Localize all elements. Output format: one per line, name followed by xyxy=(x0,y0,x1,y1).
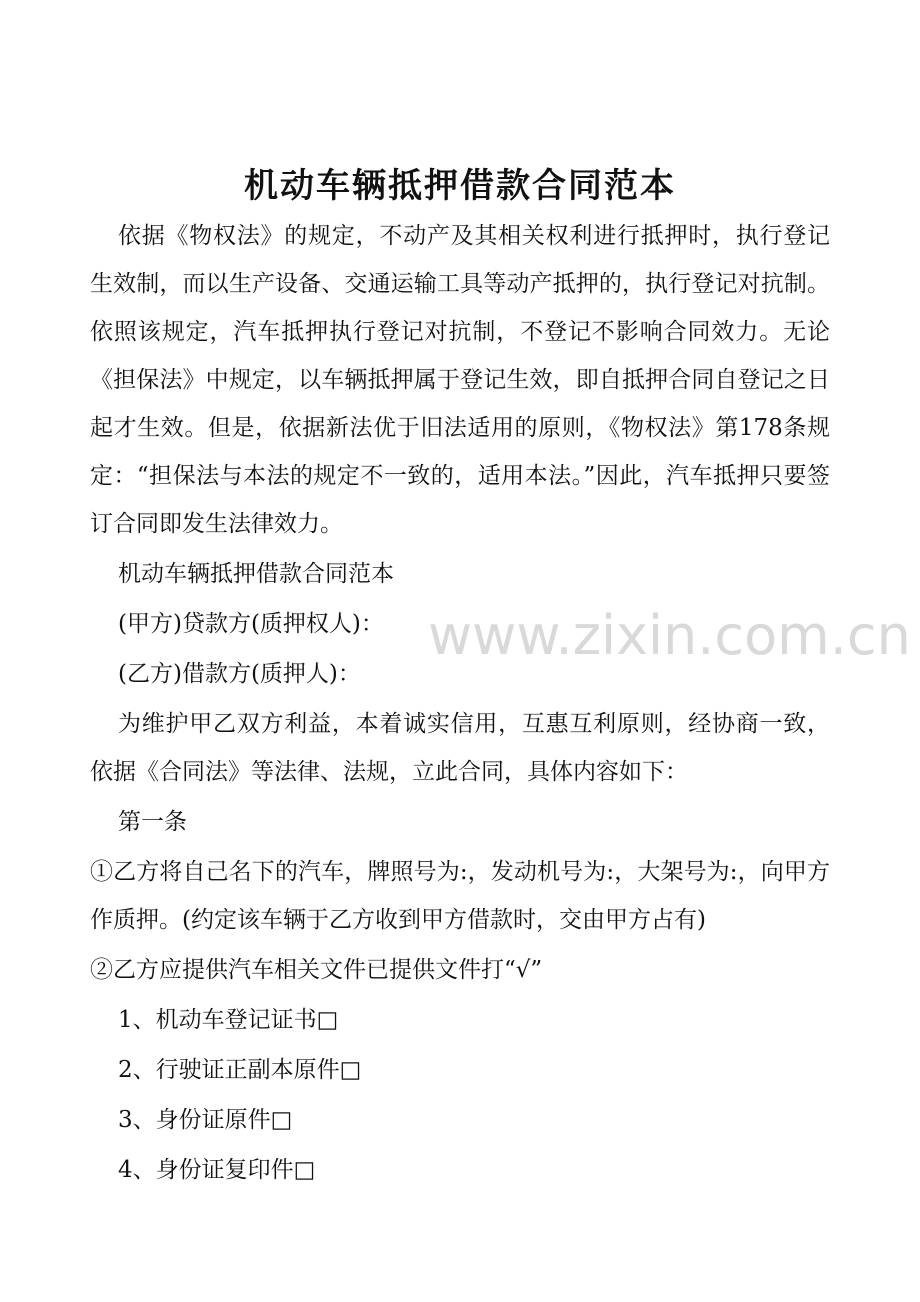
watermark-text: www.zixin.com.cn xyxy=(428,604,911,667)
party-b-line: (乙方)借款方(质押人)： xyxy=(118,661,361,687)
contract-subtitle: 机动车辆抵押借款合同范本 xyxy=(118,561,394,587)
document-body xyxy=(90,212,830,1196)
article-heading: 第一条 xyxy=(118,809,187,835)
intro-paragraph: 依据《物权法》的规定，不动产及其相关权利进行抵押时，执行登记生效制，而以生产设备、交通运输工具等动产抵押的，执行登记对抗制。依照该规定，汽车抵押执行登记对抗制，不登记不影响合同效力。无论《担保法》中规定，以车辆抵押属于登记生效，即自抵押合同自登记之日起才生效。但是，依据新法优于旧法适用的原则，《物权法》第178条规定：“担保法与本法的规定不一致的，适用本法。”因此，汽车抵押只要签订合同即发生法律效力。 xyxy=(90,223,830,537)
preamble-paragraph: 为维护甲乙双方利益，本着诚实信用，互惠互利原则，经协商一致，依据《合同法》等法律、法规，立此合同，具体内容如下： xyxy=(90,711,830,785)
document-title: 机动车辆抵押借款合同范本 xyxy=(244,166,676,206)
clause-1: ①乙方将自己名下的汽车，牌照号为:，发动机号为:，大架号为:，向甲方作质押。(约定该车辆于乙方收到甲方借款时，交由甲方占有) xyxy=(90,859,830,933)
clause-2: ②乙方应提供汽车相关文件已提供文件打“√” xyxy=(90,957,543,983)
checklist-item: 2、行驶证正副本原件□ xyxy=(118,1057,362,1083)
party-a-line: (甲方)贷款方(质押权人)： xyxy=(118,611,384,637)
checklist-item: 3、身份证原件□ xyxy=(118,1107,293,1133)
checklist-item: 4、身份证复印件□ xyxy=(118,1157,316,1183)
checklist-item: 1、机动车登记证书□ xyxy=(118,1007,339,1033)
